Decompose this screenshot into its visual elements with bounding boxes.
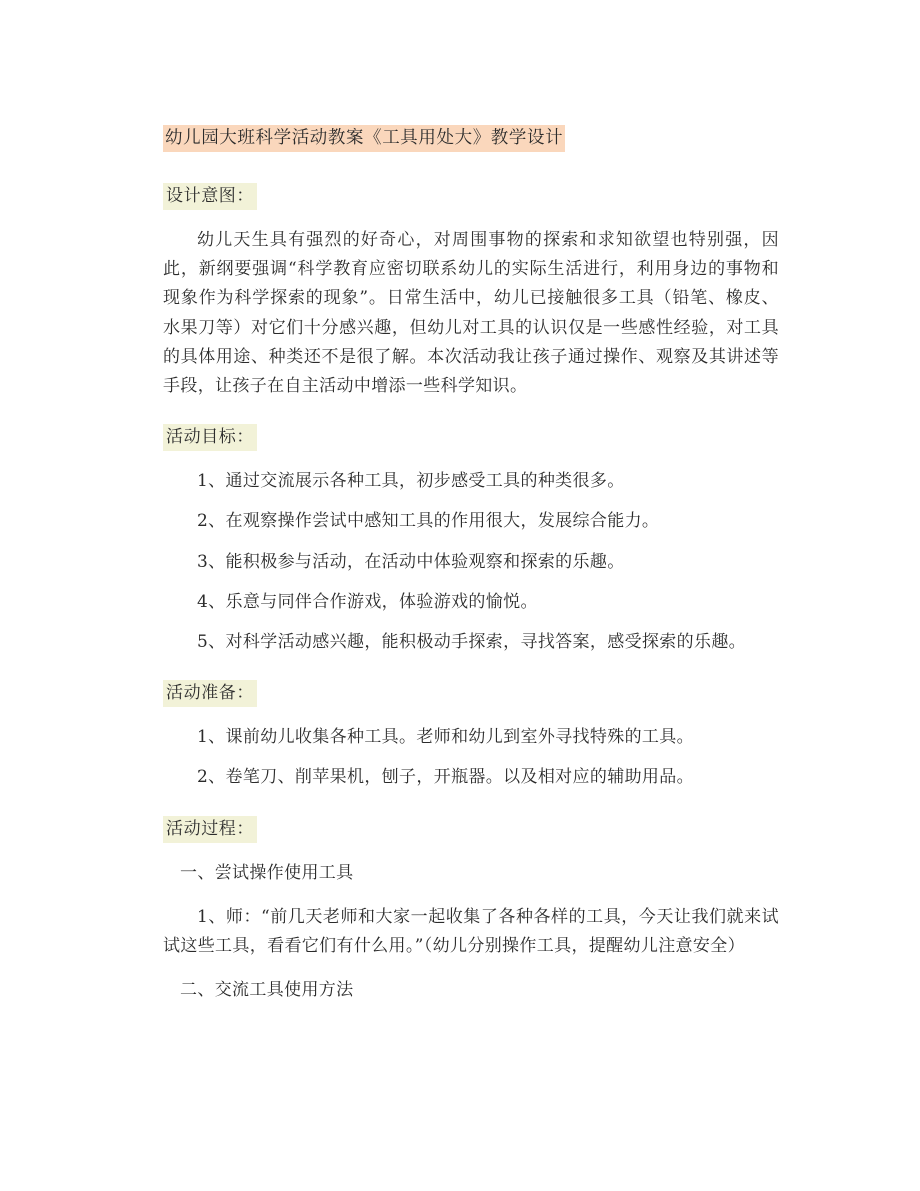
spacer: [163, 793, 779, 815]
spacer: [163, 577, 779, 588]
spacer: [163, 451, 779, 467]
objective-item: 3、能积极参与活动，在活动中体验观察和探索的乐趣。: [197, 551, 625, 572]
objective-item: 5、对科学活动感兴趣，能积极动手探索，寻找答案，感受探索的乐趣。: [197, 632, 747, 653]
spacer: [163, 961, 779, 976]
spacer: [163, 164, 779, 182]
process-step-one-item: 1、师：“前几天老师和大家一起收集了各种各样的工具，今天让我们就来试试这些工具，看看它们有什么用。”（幼儿分别操作工具，提醒幼儿注意安全）: [163, 906, 779, 957]
spacer: [163, 537, 779, 548]
spacer: [163, 707, 779, 723]
section-heading-objectives: [163, 423, 779, 451]
section-heading-process-text: 活动过程：: [163, 816, 257, 843]
spacer: [163, 210, 779, 226]
section-heading-design-intent: [163, 182, 779, 210]
section-heading-preparation: [163, 679, 779, 707]
document-content: [163, 124, 779, 1005]
process-step-two-title: 二、交流工具使用方法: [180, 980, 354, 1001]
process-step-one-title: 一、尝试操作使用工具: [180, 862, 354, 883]
spacer: [163, 657, 779, 679]
spacer: [163, 752, 779, 763]
preparation-item: 1、课前幼儿收集各种工具。老师和幼儿到室外寻找特殊的工具。: [197, 727, 694, 748]
design-intent-paragraph: 幼儿天生具有强烈的好奇心，对周围事物的探索和求知欲望也特别强，因此，新纲要强调“科学教育应密切联系幼儿的实际生活进行，利用身边的事物和现象作为科学探索的现象”。日常生活中，幼儿已接触很多工具（铅笔、橡皮、水果刀等）对它们十分感兴趣，但幼儿对工具的认识仅是一些感性经验，对工具的具体用途、种类还不是很了解。本次活动我让孩子通过操作、观察及其讲述等手段，让孩子在自主活动中增添一些科学知识。: [163, 230, 779, 397]
objective-item: 1、通过交流展示各种工具，初步感受工具的种类很多。: [197, 471, 625, 492]
objective-item: 2、在观察操作尝试中感知工具的作用很大，发展综合能力。: [197, 511, 660, 532]
preparation-item: 2、卷笔刀、削苹果机，刨子，开瓶器。以及相对应的辅助用品。: [197, 767, 694, 788]
objective-item: 4、乐意与同伴合作游戏，体验游戏的愉悦。: [197, 591, 538, 612]
spacer: [163, 496, 779, 507]
spacer: [163, 401, 779, 423]
spacer: [163, 843, 779, 859]
section-heading-process: [163, 815, 779, 843]
document-title: [163, 124, 779, 152]
spacer: [163, 617, 779, 628]
section-heading-preparation-text: 活动准备：: [163, 680, 257, 707]
document-title-text: 幼儿园大班科学活动教案《工具用处大》教学设计: [163, 125, 565, 152]
spacer: [163, 888, 779, 903]
section-heading-objectives-text: 活动目标：: [163, 424, 257, 451]
section-heading-design-intent-text: 设计意图：: [163, 183, 257, 210]
